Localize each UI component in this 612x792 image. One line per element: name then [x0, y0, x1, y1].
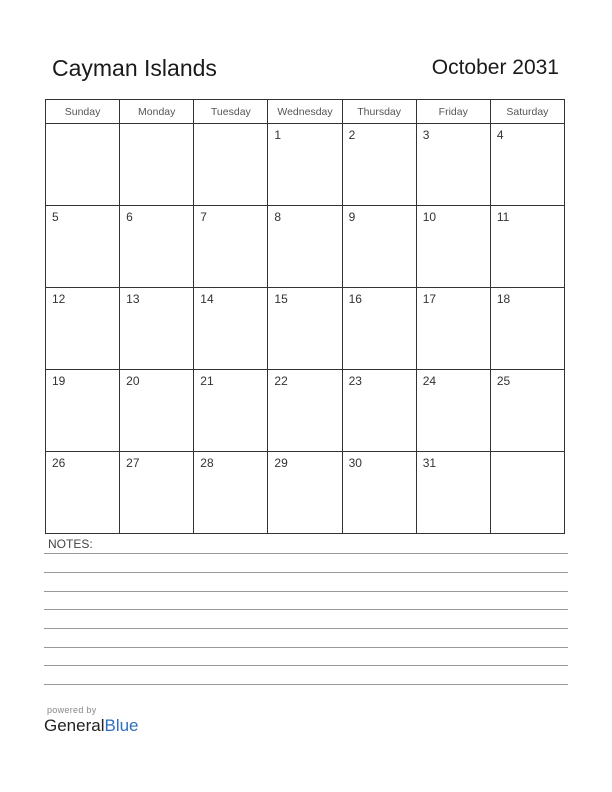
day-cell: 3 — [416, 124, 490, 206]
weekday-saturday: Saturday — [490, 100, 564, 124]
day-cell: 29 — [268, 452, 342, 534]
powered-by-text: powered by — [47, 705, 97, 715]
notes-label: NOTES: — [48, 537, 93, 551]
day-cell: 26 — [46, 452, 120, 534]
day-cell: 9 — [342, 206, 416, 288]
day-cell: 7 — [194, 206, 268, 288]
weekday-wednesday: Wednesday — [268, 100, 342, 124]
day-cell: 24 — [416, 370, 490, 452]
week-row — [46, 206, 565, 288]
notes-line — [44, 684, 568, 685]
day-cell: 6 — [120, 206, 194, 288]
day-cell: 4 — [490, 124, 564, 206]
day-cell: 30 — [342, 452, 416, 534]
day-cell: 15 — [268, 288, 342, 370]
weekday-thursday: Thursday — [342, 100, 416, 124]
week-row — [46, 288, 565, 370]
weekday-sunday: Sunday — [46, 100, 120, 124]
day-cell: 10 — [416, 206, 490, 288]
week-row — [46, 124, 565, 206]
notes-line — [44, 553, 568, 554]
weekday-tuesday: Tuesday — [194, 100, 268, 124]
calendar-grid — [45, 99, 565, 534]
brand-blue-text: Blue — [104, 716, 139, 735]
day-cell: 2 — [342, 124, 416, 206]
day-cell: 27 — [120, 452, 194, 534]
day-cell: 21 — [194, 370, 268, 452]
notes-line — [44, 647, 568, 648]
day-cell: 8 — [268, 206, 342, 288]
day-cell: 28 — [194, 452, 268, 534]
weekday-friday: Friday — [416, 100, 490, 124]
weekday-monday: Monday — [120, 100, 194, 124]
day-cell: 31 — [416, 452, 490, 534]
day-cell: 5 — [46, 206, 120, 288]
day-cell — [120, 124, 194, 206]
brand-general-text: General — [44, 716, 105, 735]
notes-line — [44, 609, 568, 610]
day-cell: 17 — [416, 288, 490, 370]
generalblue-logo — [44, 716, 139, 736]
week-row — [46, 452, 565, 534]
notes-line — [44, 572, 568, 573]
day-cell: 13 — [120, 288, 194, 370]
day-cell: 12 — [46, 288, 120, 370]
day-cell — [490, 452, 564, 534]
day-cell: 16 — [342, 288, 416, 370]
day-cell: 22 — [268, 370, 342, 452]
country-title: Cayman Islands — [52, 55, 217, 81]
day-cell: 11 — [490, 206, 564, 288]
day-cell — [194, 124, 268, 206]
day-cell: 18 — [490, 288, 564, 370]
weekday-header-row — [46, 100, 565, 124]
day-cell: 1 — [268, 124, 342, 206]
day-cell: 23 — [342, 370, 416, 452]
month-title: October 2031 — [431, 56, 559, 79]
day-cell: 25 — [490, 370, 564, 452]
day-cell: 19 — [46, 370, 120, 452]
day-cell — [46, 124, 120, 206]
day-cell: 20 — [120, 370, 194, 452]
notes-line — [44, 628, 568, 629]
notes-line — [44, 591, 568, 592]
week-row — [46, 370, 565, 452]
day-cell: 14 — [194, 288, 268, 370]
notes-line — [44, 665, 568, 666]
